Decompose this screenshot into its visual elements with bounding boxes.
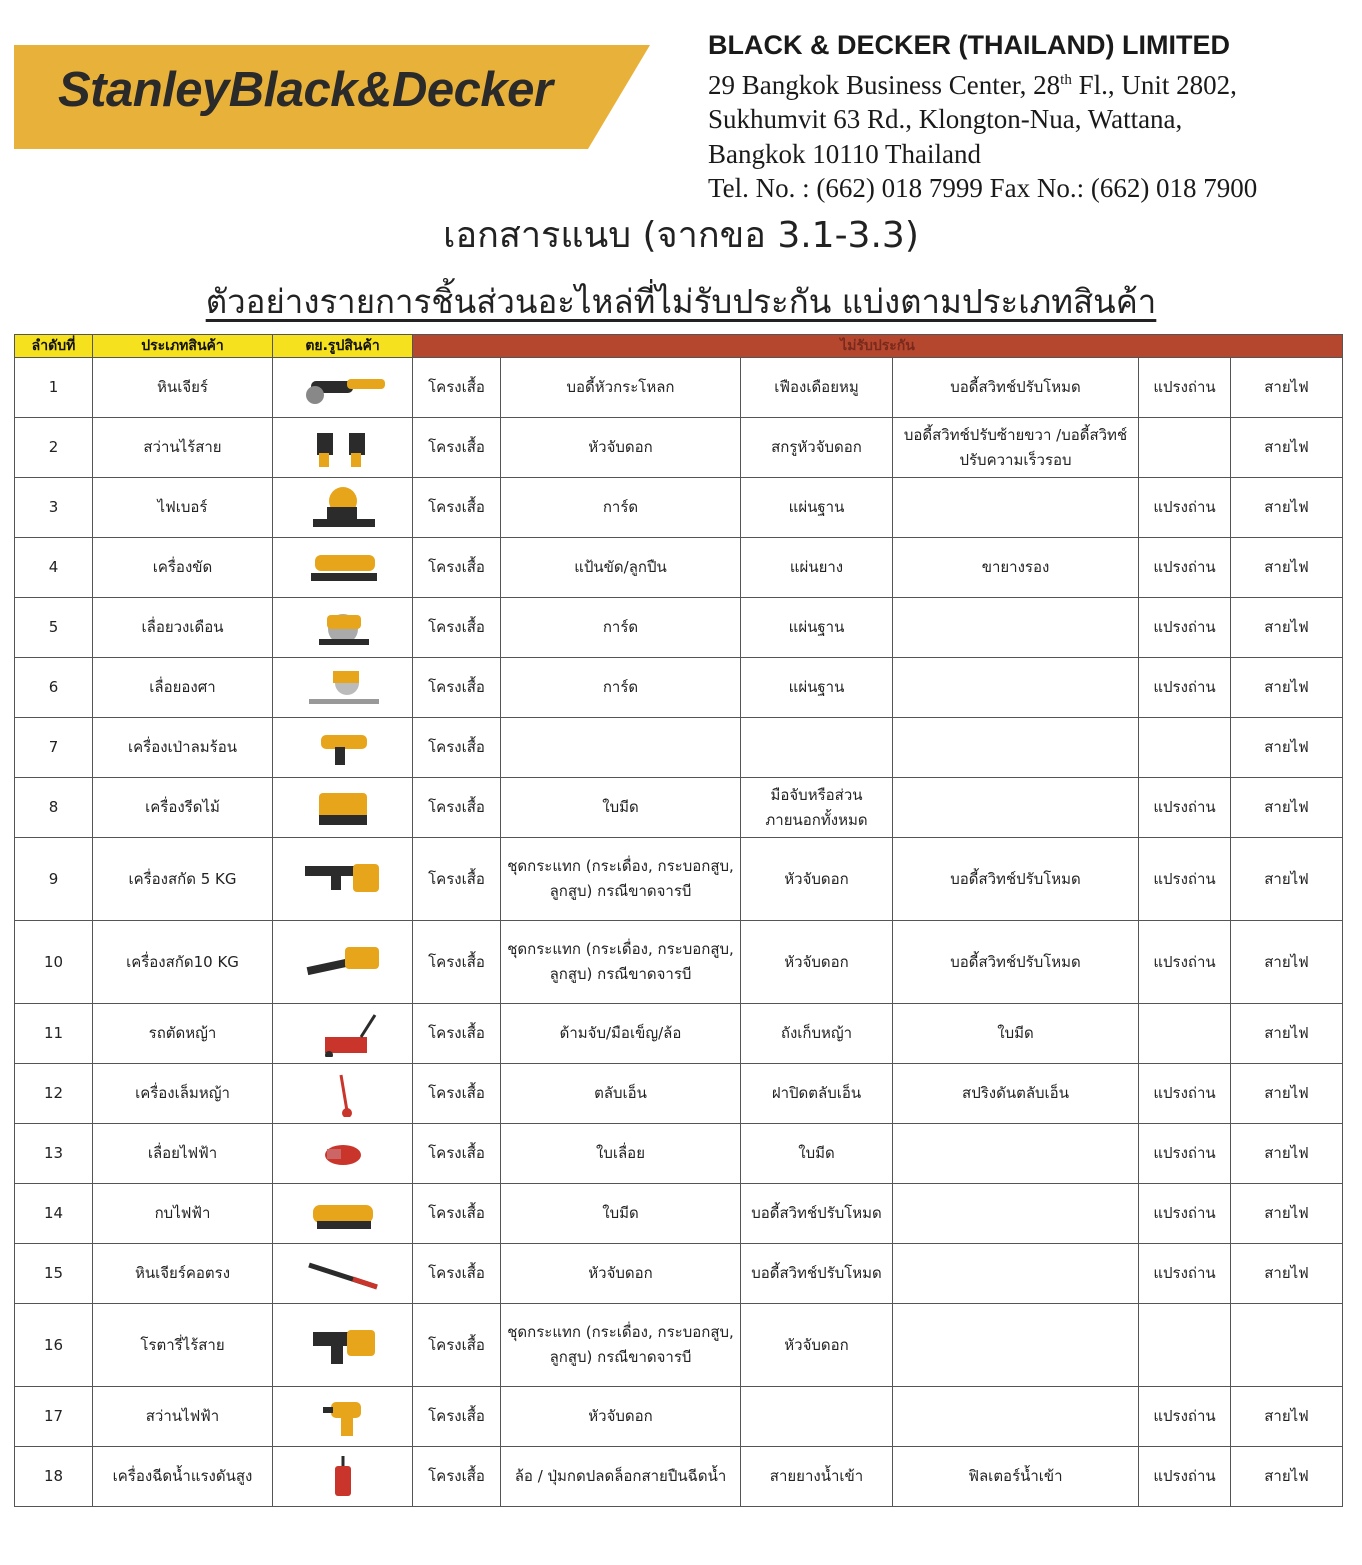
- miter-saw-icon: [273, 658, 413, 718]
- table-row: [15, 1387, 1343, 1447]
- part-4: บอดี้สวิทช์ปรับโหมด: [893, 838, 1139, 921]
- part-housing: โครงเสื้อ: [413, 1184, 501, 1244]
- part-power-cord: สายไฟ: [1231, 921, 1343, 1004]
- part-3: แผ่นฐาน: [741, 598, 893, 658]
- row-number: 3: [15, 478, 93, 538]
- part-housing: โครงเสื้อ: [413, 778, 501, 838]
- lawn-mower-icon: [273, 1004, 413, 1064]
- part-housing: โครงเสื้อ: [413, 658, 501, 718]
- rotary-hammer-icon: [273, 1304, 413, 1387]
- part-power-cord: สายไฟ: [1231, 1244, 1343, 1304]
- part-power-cord: สายไฟ: [1231, 478, 1343, 538]
- part-carbon-brush: แปรงถ่าน: [1139, 1244, 1231, 1304]
- part-housing: โครงเสื้อ: [413, 718, 501, 778]
- row-number: 1: [15, 358, 93, 418]
- part-3: มือจับหรือส่วนภายนอกทั้งหมด: [741, 778, 893, 838]
- part-3: บอดี้สวิทช์ปรับโหมด: [741, 1244, 893, 1304]
- row-number: 18: [15, 1447, 93, 1507]
- part-carbon-brush: [1139, 1304, 1231, 1387]
- part-2: ตลับเอ็น: [501, 1064, 741, 1124]
- row-number: 10: [15, 921, 93, 1004]
- part-power-cord: สายไฟ: [1231, 658, 1343, 718]
- part-carbon-brush: แปรงถ่าน: [1139, 538, 1231, 598]
- product-type: หินเจียร์คอตรง: [93, 1244, 273, 1304]
- row-number: 6: [15, 658, 93, 718]
- address-line-4: Tel. No. : (662) 018 7999 Fax No.: (662) 018 7900: [708, 173, 1258, 203]
- heat-gun-icon: [273, 718, 413, 778]
- non-warranty-parts-table: [14, 334, 1343, 1507]
- part-2: แป้นขัด/ลูกปืน: [501, 538, 741, 598]
- table-row: [15, 1184, 1343, 1244]
- company-logo: StanleyBlack&Decker: [58, 63, 553, 117]
- header-not-covered: ไม่รับประกัน: [413, 335, 1343, 358]
- part-2: หัวจับดอก: [501, 1244, 741, 1304]
- part-housing: โครงเสื้อ: [413, 358, 501, 418]
- part-4: ขายางรอง: [893, 538, 1139, 598]
- product-type: เครื่องสกัด10 KG: [93, 921, 273, 1004]
- part-3: หัวจับดอก: [741, 1304, 893, 1387]
- product-type: สว่านไร้สาย: [93, 418, 273, 478]
- part-2: หัวจับดอก: [501, 1387, 741, 1447]
- header-product-image: ตย.รูปสินค้า: [273, 335, 413, 358]
- thicknesser-icon: [273, 778, 413, 838]
- part-2: ใบเลื่อย: [501, 1124, 741, 1184]
- part-power-cord: สายไฟ: [1231, 1004, 1343, 1064]
- die-grinder-icon: [273, 1244, 413, 1304]
- table-row: [15, 778, 1343, 838]
- grass-trimmer-icon: [273, 1064, 413, 1124]
- table-row: [15, 538, 1343, 598]
- part-power-cord: สายไฟ: [1231, 838, 1343, 921]
- part-3: สายยางน้ำเข้า: [741, 1447, 893, 1507]
- part-3: [741, 718, 893, 778]
- part-3: [741, 1387, 893, 1447]
- product-type: ไฟเบอร์: [93, 478, 273, 538]
- table-body: [15, 358, 1343, 1507]
- table-row: [15, 658, 1343, 718]
- angle-grinder-icon: [273, 358, 413, 418]
- header-no: ลำดับที่: [15, 335, 93, 358]
- row-number: 4: [15, 538, 93, 598]
- part-2: การ์ด: [501, 598, 741, 658]
- row-number: 7: [15, 718, 93, 778]
- part-4: [893, 478, 1139, 538]
- address-line-1-main: 29 Bangkok Business Center, 28: [708, 69, 1061, 100]
- table-row: [15, 1004, 1343, 1064]
- part-4: [893, 718, 1139, 778]
- table-row: [15, 1447, 1343, 1507]
- cordless-drill-icon: [273, 418, 413, 478]
- part-2: ด้ามจับ/มือเข็ญ/ล้อ: [501, 1004, 741, 1064]
- planer-icon: [273, 1184, 413, 1244]
- part-2: [501, 718, 741, 778]
- part-power-cord: สายไฟ: [1231, 598, 1343, 658]
- header-product-type: ประเภทสินค้า: [93, 335, 273, 358]
- breaker-hammer-icon: [273, 921, 413, 1004]
- part-carbon-brush: แปรงถ่าน: [1139, 478, 1231, 538]
- address-line-2: Sukhumvit 63 Rd., Klongton-Nua, Wattana,: [708, 104, 1183, 134]
- address-line-1: [708, 63, 1257, 103]
- row-number: 8: [15, 778, 93, 838]
- part-3: หัวจับดอก: [741, 921, 893, 1004]
- part-carbon-brush: แปรงถ่าน: [1139, 1064, 1231, 1124]
- part-carbon-brush: แปรงถ่าน: [1139, 1124, 1231, 1184]
- table-row: [15, 921, 1343, 1004]
- company-name: BLACK & DECKER (THAILAND) LIMITED: [708, 30, 1230, 60]
- address-line-3: Bangkok 10110 Thailand: [708, 138, 981, 169]
- part-power-cord: สายไฟ: [1231, 538, 1343, 598]
- cutoff-saw-icon: [273, 478, 413, 538]
- part-housing: โครงเสื้อ: [413, 538, 501, 598]
- company-address-block: [708, 28, 1257, 206]
- table-row: [15, 418, 1343, 478]
- part-3: แผ่นฐาน: [741, 658, 893, 718]
- product-type: หินเจียร์: [93, 358, 273, 418]
- table-header-row: [15, 335, 1343, 358]
- product-type: เครื่องฉีดน้ำแรงดันสูง: [93, 1447, 273, 1507]
- part-housing: โครงเสื้อ: [413, 1124, 501, 1184]
- row-number: 9: [15, 838, 93, 921]
- part-4: ใบมีด: [893, 1004, 1139, 1064]
- row-number: 11: [15, 1004, 93, 1064]
- table-row: [15, 358, 1343, 418]
- part-housing: โครงเสื้อ: [413, 1387, 501, 1447]
- table-row: [15, 1064, 1343, 1124]
- part-power-cord: สายไฟ: [1231, 1184, 1343, 1244]
- product-type: กบไฟฟ้า: [93, 1184, 273, 1244]
- part-3: แผ่นยาง: [741, 538, 893, 598]
- electric-drill-icon: [273, 1387, 413, 1447]
- part-4: [893, 1244, 1139, 1304]
- part-4: [893, 1124, 1139, 1184]
- part-carbon-brush: แปรงถ่าน: [1139, 1387, 1231, 1447]
- pressure-washer-icon: [273, 1447, 413, 1507]
- part-housing: โครงเสื้อ: [413, 598, 501, 658]
- row-number: 12: [15, 1064, 93, 1124]
- part-carbon-brush: แปรงถ่าน: [1139, 598, 1231, 658]
- jigsaw-icon: [273, 1124, 413, 1184]
- part-housing: โครงเสื้อ: [413, 1304, 501, 1387]
- circular-saw-icon: [273, 598, 413, 658]
- part-2: การ์ด: [501, 658, 741, 718]
- product-type: โรตารี่ไร้สาย: [93, 1304, 273, 1387]
- part-3: ฝาปิดตลับเอ็น: [741, 1064, 893, 1124]
- table-row: [15, 1244, 1343, 1304]
- part-carbon-brush: [1139, 418, 1231, 478]
- part-carbon-brush: แปรงถ่าน: [1139, 778, 1231, 838]
- part-power-cord: สายไฟ: [1231, 418, 1343, 478]
- part-carbon-brush: [1139, 1004, 1231, 1064]
- sander-icon: [273, 538, 413, 598]
- part-4: [893, 1184, 1139, 1244]
- part-3: บอดี้สวิทช์ปรับโหมด: [741, 1184, 893, 1244]
- row-number: 5: [15, 598, 93, 658]
- part-housing: โครงเสื้อ: [413, 838, 501, 921]
- part-4: [893, 658, 1139, 718]
- part-4: [893, 1304, 1139, 1387]
- table-row: [15, 838, 1343, 921]
- part-4: [893, 598, 1139, 658]
- part-2: หัวจับดอก: [501, 418, 741, 478]
- product-type: เลื่อยไฟฟ้า: [93, 1124, 273, 1184]
- part-carbon-brush: แปรงถ่าน: [1139, 1447, 1231, 1507]
- row-number: 15: [15, 1244, 93, 1304]
- part-2: บอดี้หัวกระโหลก: [501, 358, 741, 418]
- part-2: การ์ด: [501, 478, 741, 538]
- part-power-cord: สายไฟ: [1231, 718, 1343, 778]
- part-carbon-brush: แปรงถ่าน: [1139, 838, 1231, 921]
- product-type: รถตัดหญ้า: [93, 1004, 273, 1064]
- part-carbon-brush: แปรงถ่าน: [1139, 658, 1231, 718]
- document-subtitle: ตัวอย่างรายการชิ้นส่วนอะไหล่ที่ไม่รับประกัน แบ่งตามประเภทสินค้า: [205, 282, 1157, 321]
- part-2: ใบมีด: [501, 778, 741, 838]
- part-housing: โครงเสื้อ: [413, 921, 501, 1004]
- part-housing: โครงเสื้อ: [413, 418, 501, 478]
- part-2: ชุดกระแทก (กระเดื่อง, กระบอกสูบ, ลูกสูบ) กรณีขาดจารบี: [501, 838, 741, 921]
- part-power-cord: สายไฟ: [1231, 358, 1343, 418]
- part-housing: โครงเสื้อ: [413, 1064, 501, 1124]
- part-4: [893, 1387, 1139, 1447]
- table-row: [15, 718, 1343, 778]
- part-4: บอดี้สวิทช์ปรับโหมด: [893, 358, 1139, 418]
- part-4: ฟิลเตอร์น้ำเข้า: [893, 1447, 1139, 1507]
- part-carbon-brush: แปรงถ่าน: [1139, 921, 1231, 1004]
- part-3: แผ่นฐาน: [741, 478, 893, 538]
- product-type: เครื่องรีดไม้: [93, 778, 273, 838]
- product-type: เครื่องสกัด 5 KG: [93, 838, 273, 921]
- part-housing: โครงเสื้อ: [413, 1004, 501, 1064]
- part-power-cord: สายไฟ: [1231, 1387, 1343, 1447]
- part-housing: โครงเสื้อ: [413, 1447, 501, 1507]
- part-power-cord: [1231, 1304, 1343, 1387]
- demolition-hammer-icon: [273, 838, 413, 921]
- table-row: [15, 1304, 1343, 1387]
- part-3: เฟืองเดือยหมู: [741, 358, 893, 418]
- part-housing: โครงเสื้อ: [413, 478, 501, 538]
- part-carbon-brush: [1139, 718, 1231, 778]
- part-4: บอดี้สวิทช์ปรับโหมด: [893, 921, 1139, 1004]
- part-power-cord: สายไฟ: [1231, 1064, 1343, 1124]
- product-type: เครื่องเป่าลมร้อน: [93, 718, 273, 778]
- part-2: ใบมีด: [501, 1184, 741, 1244]
- product-type: เลื่อยองศา: [93, 658, 273, 718]
- part-2: ชุดกระแทก (กระเดื่อง, กระบอกสูบ, ลูกสูบ) กรณีขาดจารบี: [501, 921, 741, 1004]
- row-number: 16: [15, 1304, 93, 1387]
- product-type: สว่านไฟฟ้า: [93, 1387, 273, 1447]
- part-housing: โครงเสื้อ: [413, 1244, 501, 1304]
- product-type: เครื่องขัด: [93, 538, 273, 598]
- address-line-1-rest: Fl., Unit 2802,: [1071, 69, 1237, 100]
- part-4: สปริงดันตลับเอ็น: [893, 1064, 1139, 1124]
- table-row: [15, 598, 1343, 658]
- part-3: หัวจับดอก: [741, 838, 893, 921]
- part-4: [893, 778, 1139, 838]
- document-title: เอกสารแนบ (จากขอ 3.1-3.3): [443, 215, 919, 256]
- product-type: เครื่องเล็มหญ้า: [93, 1064, 273, 1124]
- part-4: บอดี้สวิทช์ปรับซ้ายขวา /บอดี้สวิทช์ปรับความเร็วรอบ: [893, 418, 1139, 478]
- part-power-cord: สายไฟ: [1231, 778, 1343, 838]
- part-power-cord: สายไฟ: [1231, 1447, 1343, 1507]
- row-number: 13: [15, 1124, 93, 1184]
- row-number: 2: [15, 418, 93, 478]
- product-type: เลื่อยวงเดือน: [93, 598, 273, 658]
- part-2: ชุดกระแทก (กระเดื่อง, กระบอกสูบ, ลูกสูบ) กรณีขาดจารบี: [501, 1304, 741, 1387]
- part-3: ใบมีด: [741, 1124, 893, 1184]
- part-power-cord: สายไฟ: [1231, 1124, 1343, 1184]
- part-carbon-brush: แปรงถ่าน: [1139, 358, 1231, 418]
- row-number: 14: [15, 1184, 93, 1244]
- address-line-1-sup: th: [1060, 71, 1072, 88]
- part-3: ถังเก็บหญ้า: [741, 1004, 893, 1064]
- part-carbon-brush: แปรงถ่าน: [1139, 1184, 1231, 1244]
- row-number: 17: [15, 1387, 93, 1447]
- table-row: [15, 1124, 1343, 1184]
- part-2: ล้อ / ปุ่มกดปลดล็อกสายปืนฉีดน้ำ: [501, 1447, 741, 1507]
- table-row: [15, 478, 1343, 538]
- part-3: สกรูหัวจับดอก: [741, 418, 893, 478]
